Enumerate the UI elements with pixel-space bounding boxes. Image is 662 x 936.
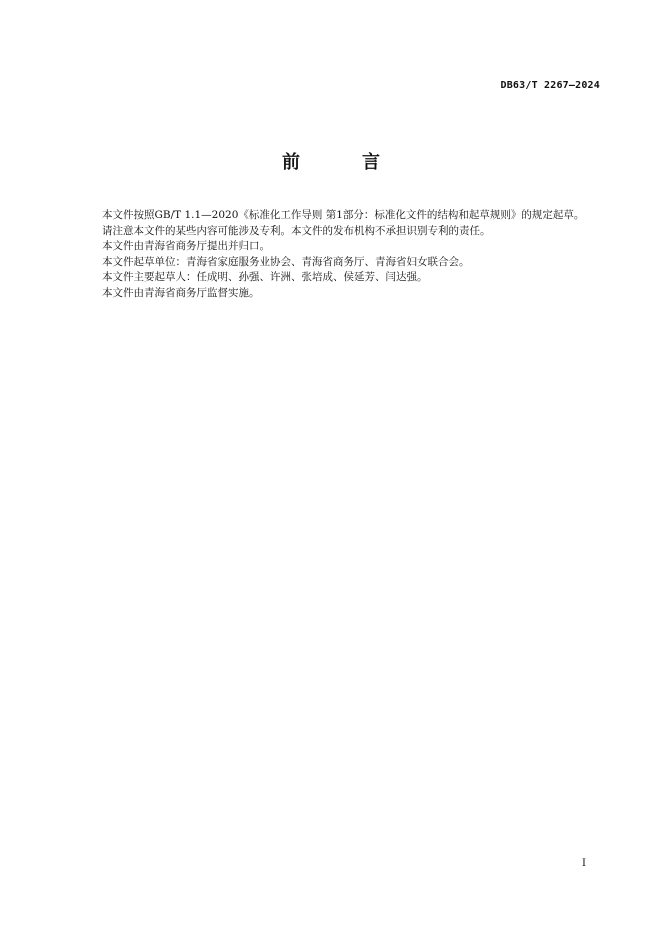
page-title: 前 言 [282,152,402,173]
document-code: DB63/T 2267—2024 [500,80,600,91]
paragraph-drafting-units: 本文件起草单位：青海省家庭服务业协会、青海省商务厅、青海省妇女联合会。 [102,255,470,268]
paragraph-patent-notice: 请注意本文件的某些内容可能涉及专利。本文件的发布机构不承担识别专利的责任。 [102,224,491,237]
paragraph-drafters: 本文件主要起草人：任成明、孙强、许洲、张培成、侯延芳、闫达强。 [102,271,428,284]
paragraph-proposer: 本文件由青海省商务厅提出并归口。 [102,240,270,253]
paragraph-supervision: 本文件由青海省商务厅监督实施。 [102,286,260,299]
page-number: I [582,858,586,869]
foreword-body [81,208,600,302]
paragraph-standard-basis: 本文件按照GB/T 1.1—2020《标准化工作导则 第1部分：标准化文件的结构和起草规则》的规定起草。 [102,209,585,221]
